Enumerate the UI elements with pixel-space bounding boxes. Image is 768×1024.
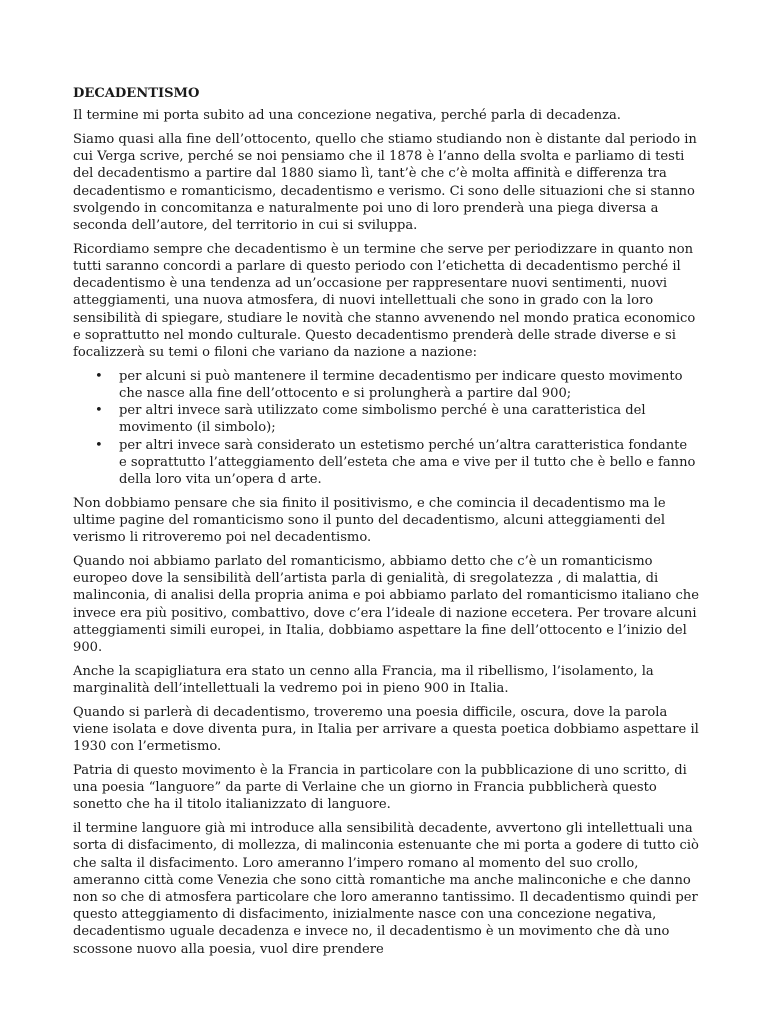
document-page xyxy=(73,85,699,964)
paragraph: Quando si parlerà di decadentismo, troveremo una poesia difficile, oscura, dove la parola viene isolata e dove diventa pura, in Italia per arrivare a questa poetica dobbiamo aspettare il 1930 con l’ermetismo. xyxy=(73,704,699,755)
paragraph: Patria di questo movimento è la Francia in particolare con la pubblicazione di uno scritto, di una poesia “languore” da parte di Verlaine che un giorno in Francia pubblicherà questo sonetto che ha il titolo italianizzato di languore. xyxy=(73,763,687,813)
bullet-item xyxy=(73,437,699,489)
bullet-text: per altri invece sarà considerato un estetismo perché un’altra caratteristica fondante e soprattutto l’atteggiamento dell’esteta che ama e vive per il tutto che è bello e fanno della loro vita un’opera d arte. xyxy=(119,437,696,488)
paragraph: Anche la scapigliatura era stato un cenno alla Francia, ma il ribellismo, l’isolamento, la marginalità dell’intellettuali la vedremo poi in pieno 900 in Italia. xyxy=(73,663,654,697)
paragraph: Quando noi abbiamo parlato del romanticismo, abbiamo detto che c’è un romanticismo europeo dove la sensibilità dell’artista parla di genialità, di sregolatezza , di malattia, di malinconia, di analisi della propria anima e poi abbiamo parlato del romanticismo italiano che invece era più positivo, combattivo, dove c’era l’ideale di nazione eccetera. Per trovare alcuni atteggiamenti simili europei, in Italia, dobbiamo aspettare la fine dell’ottocento e l’inizio del 900. xyxy=(73,554,699,656)
document-title: DECADENTISMO xyxy=(73,86,200,101)
bullet-icon: • xyxy=(95,437,103,453)
bullet-icon: • xyxy=(95,368,103,384)
bullet-icon: • xyxy=(95,403,103,419)
bullet-item xyxy=(73,402,699,436)
paragraph: Siamo quasi alla fine dell’ottocento, quello che stiamo studiando non è distante dal periodo in cui Verga scrive, perché se noi pensiamo che il 1878 è l’anno della svolta e parliamo di testi del decadentismo a partire dal 1880 siamo lì, tant’è che c’è molta affinità e differenza tra decadentismo e romanticismo, decadentismo e verismo. Ci sono delle situazioni che si stanno svolgendo in concomitanza e naturalmente poi uno di loro prenderà una piega diversa a seconda dell’autore, del territorio in cui si sviluppa. xyxy=(73,132,697,234)
paragraph: Il termine mi porta subito ad una concezione negativa, perché parla di decadenza. xyxy=(73,108,621,124)
paragraph: il termine languore già mi introduce alla sensibilità decadente, avvertono gli intellettuali una sorta di disfacimento, di mollezza, di malinconia estenuante che mi porta a godere di tutto ciò che salta il disfacimento. Loro ameranno l’impero romano al momento del suo crollo, ameranno città come Venezia che sono città romantiche ma anche malinconiche e che danno non so che di atmosfera particolare che loro ameranno tantissimo. Il decadentismo quindi per questo atteggiamento di disfacimento, inizialmente nasce con una concezione negativa, decadentismo uguale decadenza e invece no, il decadentismo è un movimento che dà uno scossone nuovo alla poesia, vuol dire prendere xyxy=(73,821,699,957)
paragraph: Ricordiamo sempre che decadentismo è un termine che serve per periodizzare in quanto non tutti saranno concordi a parlare di questo periodo con l’etichetta di decadentismo perché il decadentismo è una tendenza ad un’occasione per rappresentare nuovi sentimenti, nuovi atteggiamenti, una nuova atmosfera, di nuovi intellettuali che sono in grado con la loro sensibilità di spiegare, studiare le novità che stanno avvenendo nel mondo pratica economico e soprattutto nel mondo culturale. Questo decadentismo prenderà delle strade diverse e si focalizzerà su temi o filoni che variano da nazione a nazione: xyxy=(73,241,696,361)
bullet-text: per alcuni si può mantenere il termine decadentismo per indicare questo movimento che nasce alla fine dell’ottocento e si prolungherà a partire dal 900; xyxy=(119,368,683,402)
paragraph: Non dobbiamo pensare che sia finito il positivismo, e che comincia il decadentismo ma le ultime pagine del romanticismo sono il punto del decadentismo, alcuni atteggiamenti del verismo li ritroveremo poi nel decadentismo. xyxy=(73,495,666,546)
bullet-item xyxy=(73,368,699,402)
bullet-text: per altri invece sarà utilizzato come simbolismo perché è una caratteristica del movimento (il simbolo); xyxy=(119,403,646,436)
bullet-list xyxy=(73,368,699,488)
